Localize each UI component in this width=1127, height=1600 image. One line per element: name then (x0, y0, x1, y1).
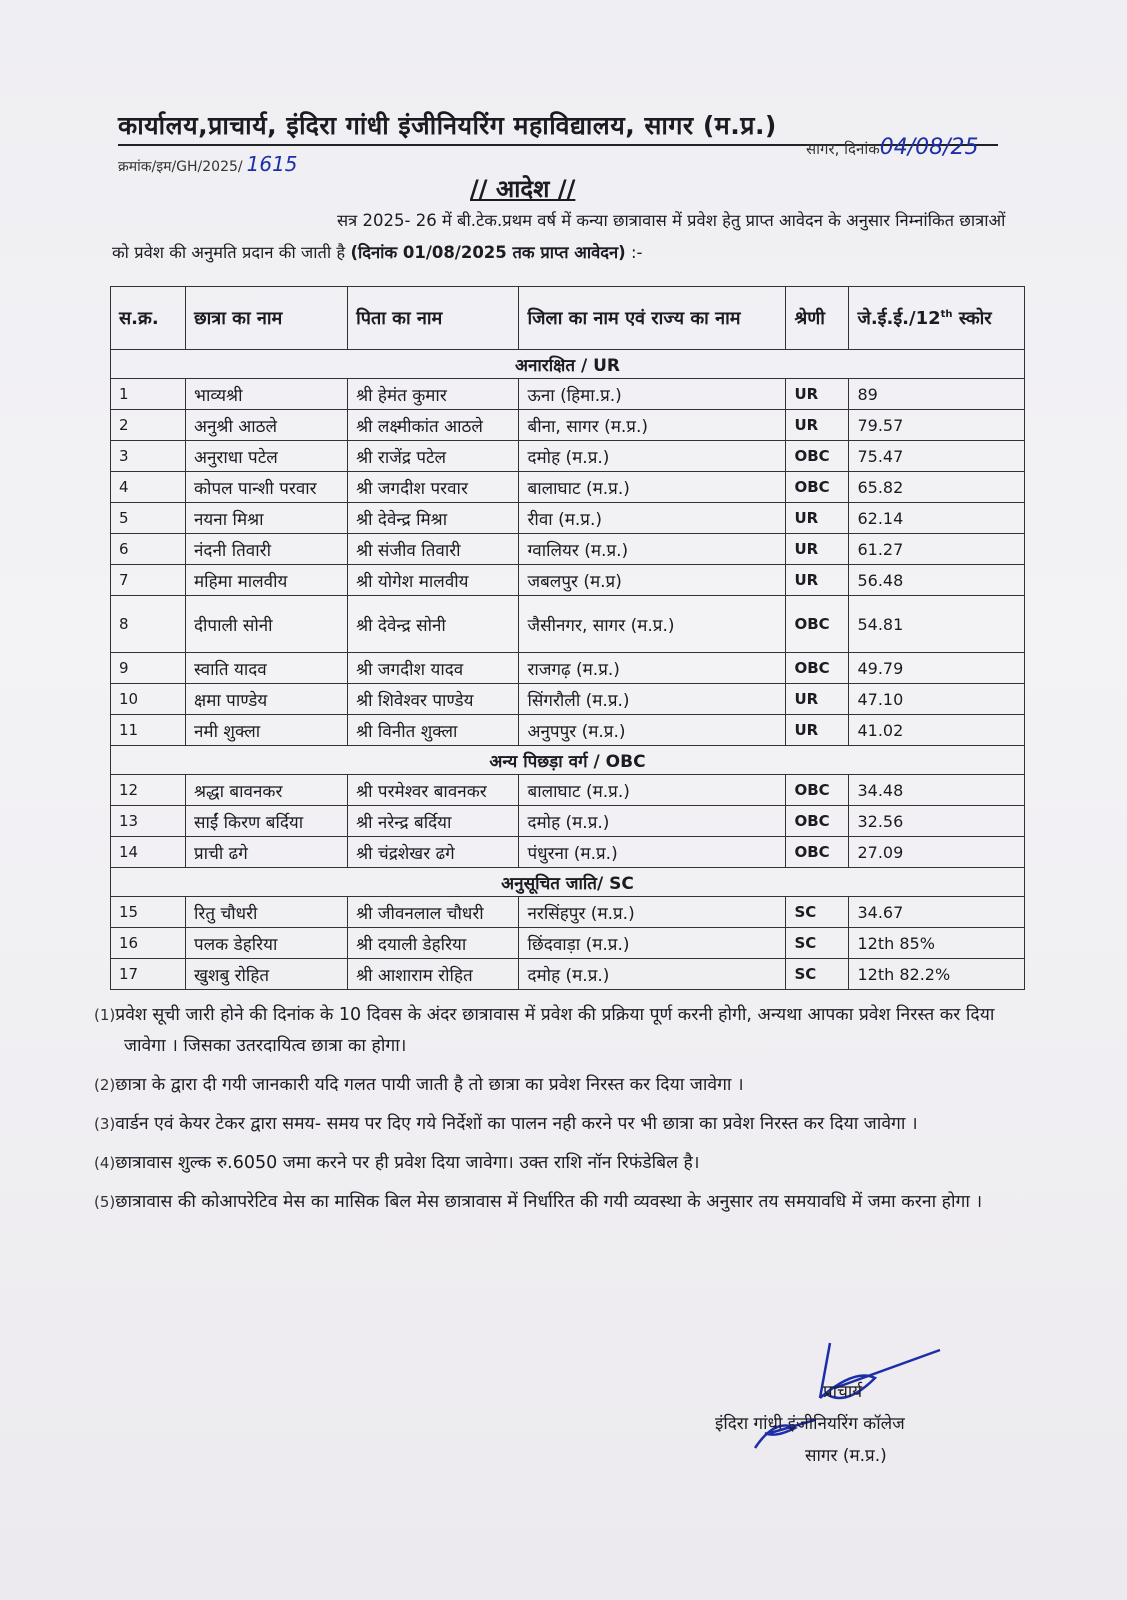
section-title: अनुसूचित जाति/ SC (111, 868, 1025, 897)
col-student-name: छात्रा का नाम (186, 287, 348, 350)
col-category: श्रेणी (786, 287, 849, 350)
student-name-cell: स्वाति यादव (186, 653, 348, 684)
serial-cell: 16 (111, 928, 186, 959)
serial-cell: 12 (111, 775, 186, 806)
category-cell: SC (786, 928, 849, 959)
category-cell: OBC (786, 837, 849, 868)
father-name-cell: श्री आशाराम रोहित (348, 959, 519, 990)
district-cell: राजगढ़ (म.प्र.) (519, 653, 786, 684)
col-score: जे.ई.ई./12th स्कोर (849, 287, 1025, 350)
order-heading: // आदेश // (470, 175, 576, 203)
table-row (111, 472, 1025, 503)
score-cell: 12th 85% (849, 928, 1025, 959)
father-name-cell: श्री देवेन्द्र मिश्रा (348, 503, 519, 534)
table-row (111, 379, 1025, 410)
table-row (111, 837, 1025, 868)
father-name-cell: श्री नरेन्द्र बर्दिया (348, 806, 519, 837)
father-name-cell: श्री योगेश मालवीय (348, 565, 519, 596)
category-cell: OBC (786, 441, 849, 472)
father-name-cell: श्री संजीव तिवारी (348, 534, 519, 565)
table-body (111, 350, 1025, 990)
category-cell: OBC (786, 806, 849, 837)
intro-tail: :- (625, 243, 643, 262)
father-name-cell: श्री चंद्रशेखर ढगे (348, 837, 519, 868)
student-name-cell: रितु चौधरी (186, 897, 348, 928)
col-father-name: पिता का नाम (348, 287, 519, 350)
table-row (111, 503, 1025, 534)
category-cell: UR (786, 534, 849, 565)
score-cell: 61.27 (849, 534, 1025, 565)
section-title: अन्य पिछड़ा वर्ग / OBC (111, 746, 1025, 775)
serial-cell: 4 (111, 472, 186, 503)
score-cell: 62.14 (849, 503, 1025, 534)
district-cell: जबलपुर (म.प्र) (519, 565, 786, 596)
score-cell: 12th 82.2% (849, 959, 1025, 990)
reference-handwritten: 1615 (246, 152, 298, 176)
father-name-cell: श्री दयाली डेहरिया (348, 928, 519, 959)
note-number: (4) (94, 1154, 116, 1172)
signature-block (715, 1376, 1015, 1472)
note-text: वार्डन एवं केयर टेकर द्वारा समय- समय पर दिए गये निर्देशों का पालन नही करने पर भी छात्रा का प्रवेश निरस्त कर दिया जावेगा । (115, 1114, 918, 1134)
student-name-cell: खुशबु रोहित (186, 959, 348, 990)
student-name-cell: भाव्यश्री (186, 379, 348, 410)
serial-cell: 17 (111, 959, 186, 990)
note-number: (2) (94, 1076, 116, 1094)
table-row (111, 959, 1025, 990)
score-cell: 34.48 (849, 775, 1025, 806)
reference-number (118, 152, 298, 176)
score-cell: 65.82 (849, 472, 1025, 503)
district-cell: जैसीनगर, सागर (म.प्र.) (519, 596, 786, 653)
category-cell: UR (786, 379, 849, 410)
note-number: (1) (94, 1006, 116, 1024)
signatory-college: इंदिरा गांधी इंजीनियरिंग कॉलेज (715, 1414, 905, 1434)
score-cell: 56.48 (849, 565, 1025, 596)
district-cell: बालाघाट (म.प्र.) (519, 472, 786, 503)
note-text: प्रवेश सूची जारी होने की दिनांक के 10 दिवस के अंदर छात्रावास में प्रवेश की प्रक्रिया पूर्ण करनी होगी, अन्यथा आपका प्रवेश निरस्त कर दिया जावेगा । जिसका उतरदायित्व छात्रा का होगा। (115, 1005, 995, 1056)
father-name-cell: श्री परमेश्वर बावनकर (348, 775, 519, 806)
category-cell: UR (786, 565, 849, 596)
category-cell: SC (786, 897, 849, 928)
table-row (111, 715, 1025, 746)
note-item (94, 1109, 1029, 1140)
reference-printed: क्रमांक/इम/GH/2025/ (118, 159, 243, 175)
student-name-cell: महिमा मालवीय (186, 565, 348, 596)
students-table (110, 286, 1025, 990)
table-row (111, 684, 1025, 715)
serial-cell: 14 (111, 837, 186, 868)
note-item (94, 1187, 1029, 1218)
table-row (111, 441, 1025, 472)
category-cell: UR (786, 410, 849, 441)
note-text: छात्रावास शुल्क रु.6050 जमा करने पर ही प्रवेश दिया जावेगा। उक्त राशि नॉन रिफंडेबिल है। (115, 1153, 700, 1173)
table-row (111, 653, 1025, 684)
note-item (94, 1070, 1029, 1101)
intro-text: सत्र 2025- 26 में बी.टेक.प्रथम वर्ष में कन्या छात्रावास में प्रवेश हेतु प्राप्त आवेदन के अनुसार निम्नांकित छात्राओं को प्रवेश की अनुमति प्रदान की जाती है (112, 211, 1006, 262)
signatory-place: सागर (म.प्र.) (805, 1446, 887, 1466)
serial-cell: 1 (111, 379, 186, 410)
note-number: (5) (94, 1193, 116, 1211)
father-name-cell: श्री हेमंत कुमार (348, 379, 519, 410)
serial-cell: 6 (111, 534, 186, 565)
section-title: अनारक्षित / UR (111, 350, 1025, 379)
father-name-cell: श्री जीवनलाल चौधरी (348, 897, 519, 928)
table-row (111, 596, 1025, 653)
table-row (111, 775, 1025, 806)
serial-cell: 13 (111, 806, 186, 837)
district-cell: बालाघाट (म.प्र.) (519, 775, 786, 806)
score-cell: 27.09 (849, 837, 1025, 868)
student-name-cell: प्राची ढगे (186, 837, 348, 868)
district-cell: रीवा (म.प्र.) (519, 503, 786, 534)
intro-paragraph (112, 205, 1012, 269)
section-row (111, 350, 1025, 379)
signatory-title: प्राचार्य (823, 1382, 863, 1402)
father-name-cell: श्री विनीत शुक्ला (348, 715, 519, 746)
district-cell: नरसिंहपुर (म.प्र.) (519, 897, 786, 928)
student-name-cell: अनुश्री आठले (186, 410, 348, 441)
date-label: सागर, दिनांक (806, 140, 880, 158)
district-cell: बीना, सागर (म.प्र.) (519, 410, 786, 441)
date-line (806, 135, 979, 160)
serial-cell: 3 (111, 441, 186, 472)
serial-cell: 10 (111, 684, 186, 715)
score-cell: 47.10 (849, 684, 1025, 715)
father-name-cell: श्री राजेंद्र पटेल (348, 441, 519, 472)
serial-cell: 9 (111, 653, 186, 684)
student-name-cell: दीपाली सोनी (186, 596, 348, 653)
date-handwritten: 04/08/25 (879, 135, 979, 160)
table-row (111, 410, 1025, 441)
serial-cell: 15 (111, 897, 186, 928)
serial-cell: 8 (111, 596, 186, 653)
category-cell: UR (786, 684, 849, 715)
note-text: छात्रावास की कोआपरेटिव मेस का मासिक बिल मेस छात्रावास में निर्धारित की गयी व्यवस्था के अनुसार तय समयावधि में जमा करना होगा । (115, 1192, 983, 1212)
score-cell: 54.81 (849, 596, 1025, 653)
category-cell: OBC (786, 472, 849, 503)
note-number: (3) (94, 1115, 116, 1133)
score-cell: 89 (849, 379, 1025, 410)
serial-cell: 7 (111, 565, 186, 596)
father-name-cell: श्री जगदीश यादव (348, 653, 519, 684)
category-cell: SC (786, 959, 849, 990)
table-row (111, 534, 1025, 565)
father-name-cell: श्री लक्ष्मीकांत आठले (348, 410, 519, 441)
district-cell: छिंदवाड़ा (म.प्र.) (519, 928, 786, 959)
category-cell: OBC (786, 653, 849, 684)
student-name-cell: नयना मिश्रा (186, 503, 348, 534)
col-district: जिला का नाम एवं राज्य का नाम (519, 287, 786, 350)
student-name-cell: कोपल पान्शी परवार (186, 472, 348, 503)
student-name-cell: नमी शुक्ला (186, 715, 348, 746)
district-cell: पंधुरना (म.प्र.) (519, 837, 786, 868)
score-cell: 34.67 (849, 897, 1025, 928)
district-cell: ऊना (हिमा.प्र.) (519, 379, 786, 410)
intro-bold: (दिनांक 01/08/2025 तक प्राप्त आवेदन) (350, 243, 626, 262)
district-cell: दमोह (म.प्र.) (519, 806, 786, 837)
table-row (111, 897, 1025, 928)
father-name-cell: श्री देवेन्द्र सोनी (348, 596, 519, 653)
category-cell: UR (786, 715, 849, 746)
student-name-cell: साईं किरण बर्दिया (186, 806, 348, 837)
student-name-cell: नंदनी तिवारी (186, 534, 348, 565)
serial-cell: 11 (111, 715, 186, 746)
table-header-row (111, 287, 1025, 350)
category-cell: OBC (786, 775, 849, 806)
category-cell: UR (786, 503, 849, 534)
serial-cell: 5 (111, 503, 186, 534)
district-cell: सिंगरौली (म.प्र.) (519, 684, 786, 715)
serial-cell: 2 (111, 410, 186, 441)
score-cell: 49.79 (849, 653, 1025, 684)
score-cell: 32.56 (849, 806, 1025, 837)
note-item (94, 1148, 1029, 1179)
table-row (111, 806, 1025, 837)
father-name-cell: श्री जगदीश परवार (348, 472, 519, 503)
father-name-cell: श्री शिवेश्वर पाण्डेय (348, 684, 519, 715)
district-cell: अनुपपुर (म.प्र.) (519, 715, 786, 746)
section-row (111, 868, 1025, 897)
student-name-cell: पलक डेहरिया (186, 928, 348, 959)
table-row (111, 565, 1025, 596)
student-name-cell: श्रद्धा बावनकर (186, 775, 348, 806)
score-cell: 41.02 (849, 715, 1025, 746)
col-serial: स.क्र. (111, 287, 186, 350)
table-row (111, 928, 1025, 959)
district-cell: दमोह (म.प्र.) (519, 441, 786, 472)
district-cell: दमोह (म.प्र.) (519, 959, 786, 990)
student-name-cell: अनुराधा पटेल (186, 441, 348, 472)
score-cell: 79.57 (849, 410, 1025, 441)
category-cell: OBC (786, 596, 849, 653)
notes-list (94, 1000, 1029, 1226)
score-cell: 75.47 (849, 441, 1025, 472)
student-name-cell: क्षमा पाण्डेय (186, 684, 348, 715)
office-title: कार्यालय,प्राचार्य, इंदिरा गांधी इंजीनियरिंग महाविद्यालय, सागर (म.प्र.) (118, 108, 998, 146)
district-cell: ग्वालियर (म.प्र.) (519, 534, 786, 565)
note-item (94, 1000, 1029, 1062)
section-row (111, 746, 1025, 775)
note-text: छात्रा के द्वारा दी गयी जानकारी यदि गलत पायी जाती है तो छात्रा का प्रवेश निरस्त कर दिया जावेगा । (115, 1075, 744, 1095)
